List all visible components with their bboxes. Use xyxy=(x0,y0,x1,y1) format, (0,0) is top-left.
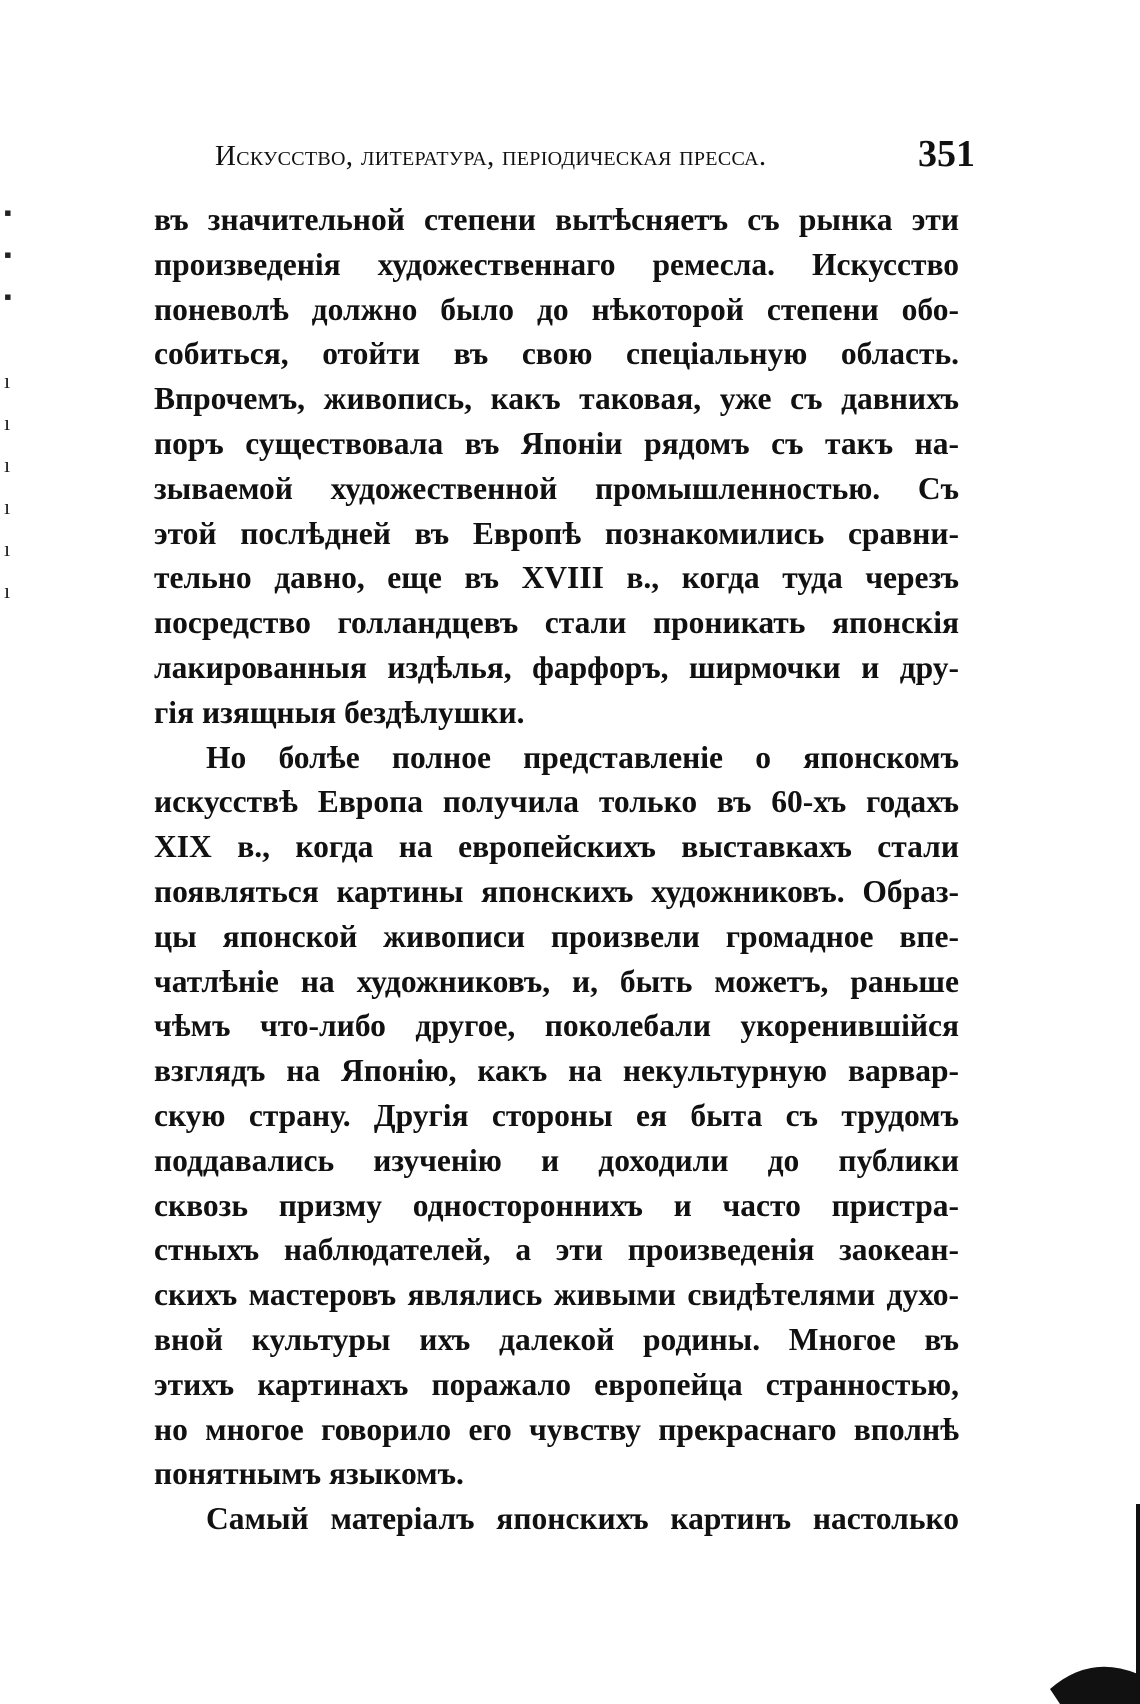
text-line: чѣмъ что-либо другое, поколебали укоренившійся xyxy=(154,1008,959,1044)
text-line: посредство голландцевъ стали проникать японскія xyxy=(154,605,959,641)
text-line: XIX в., когда на европейскихъ выставкахъ стали xyxy=(154,829,959,865)
body-text xyxy=(154,198,959,1542)
margin-artifact: ı xyxy=(4,494,11,519)
text-line: произведенія художественнаго ремесла. Искусство xyxy=(154,246,959,282)
text-line: взглядъ на Японію, какъ на некультурную варвар- xyxy=(154,1053,959,1089)
text-line: скую страну. Другія стороны ея быта съ трудомъ xyxy=(154,1097,959,1133)
text-line: но многое говорило его чувству прекраснаго вполнѣ xyxy=(154,1411,959,1447)
page-binding-edge xyxy=(1030,1504,1140,1704)
paragraph-1 xyxy=(154,198,959,736)
margin-artifact: ı xyxy=(4,578,11,603)
running-title: Искусство, литература, періодическая пресса. xyxy=(215,140,767,172)
text-line: скихъ мастеровъ являлись живыми свидѣтелями духо- xyxy=(154,1277,959,1313)
text-line: чатлѣніе на художниковъ, и, быть можетъ, раньше xyxy=(154,963,959,999)
text-line: гія изящныя бездѣлушки. xyxy=(154,694,525,730)
text-line: Самый матеріалъ японскихъ картинъ настолько xyxy=(206,1501,959,1537)
text-line: стныхъ наблюдателей, а эти произведенія заокеан- xyxy=(154,1232,959,1268)
text-line: появляться картины японскихъ художниковъ. Образ- xyxy=(154,873,959,909)
text-line: искусствѣ Европа получила только въ 60-хъ годахъ xyxy=(154,784,959,820)
margin-artifact: ı xyxy=(4,368,11,393)
margin-artifact: ı xyxy=(4,536,11,561)
text-line: этихъ картинахъ поражало европейца странностью, xyxy=(154,1366,959,1402)
text-line: Впрочемъ, живопись, какъ таковая, уже съ давнихъ xyxy=(154,381,959,417)
text-line: понятнымъ языкомъ. xyxy=(154,1456,464,1492)
paragraph-3 xyxy=(154,1497,959,1542)
text-line: поръ существовала въ Японіи рядомъ съ такъ на- xyxy=(154,425,959,461)
text-line: вной культуры ихъ далекой родины. Многое въ xyxy=(154,1321,959,1357)
page-number: 351 xyxy=(918,133,975,175)
margin-artifact: ı xyxy=(4,410,11,435)
text-line: сквозь призму одностороннихъ и часто пристра- xyxy=(154,1187,959,1223)
paragraph-2 xyxy=(154,736,959,1498)
text-line: въ значительной степени вытѣсняетъ съ рынка эти xyxy=(154,202,959,237)
margin-artifact: ▪ xyxy=(4,200,12,225)
text-line: зываемой художественной промышленностью. Съ xyxy=(154,470,959,506)
text-line: собиться, отойти въ свою спеціальную область. xyxy=(154,336,959,372)
running-head xyxy=(215,132,975,182)
margin-artifact: ▪ xyxy=(4,242,12,267)
text-line: поддавались изученію и доходили до публики xyxy=(154,1142,959,1178)
margin-artifact: ı xyxy=(4,452,11,477)
text-line: цы японской живописи произвели громадное впе- xyxy=(154,918,959,954)
text-line: поневолѣ должно было до нѣкоторой степени обо- xyxy=(154,291,959,327)
text-line: лакированныя издѣлья, фарфоръ, ширмочки и дру- xyxy=(154,649,959,685)
margin-artifact: ▪ xyxy=(4,284,12,309)
text-line: тельно давно, еще въ XVIII в., когда туда черезъ xyxy=(154,560,959,596)
text-line: этой послѣдней въ Европѣ познакомились сравни- xyxy=(154,515,959,551)
text-line: Но болѣе полное представленіе о японскомъ xyxy=(206,739,959,775)
